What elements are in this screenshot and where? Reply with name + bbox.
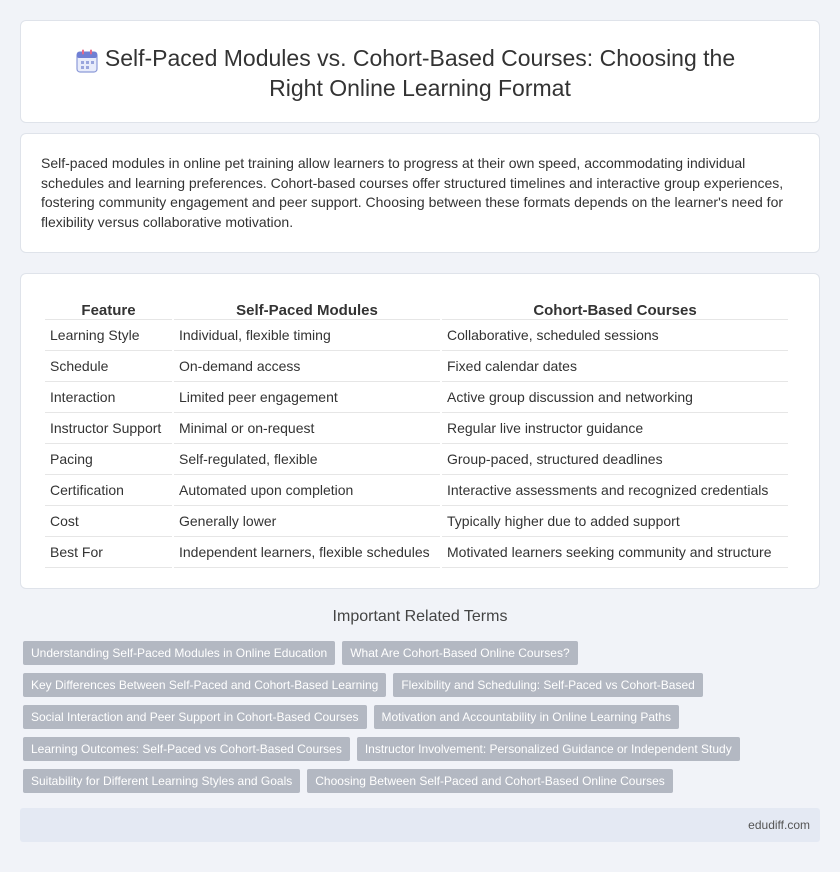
cell-cohort: Fixed calendar dates: [442, 351, 788, 382]
header-feature: Feature: [45, 296, 172, 320]
related-term-link[interactable]: Choosing Between Self-Paced and Cohort-Based Online Courses: [307, 769, 673, 793]
footer-site-link[interactable]: edudiff.com: [748, 818, 810, 832]
related-terms-title: Important Related Terms: [332, 608, 508, 625]
related-term-link[interactable]: What Are Cohort-Based Online Courses?: [342, 641, 577, 665]
table-row: [45, 413, 788, 444]
comparison-table: [43, 296, 790, 568]
cell-cohort: Collaborative, scheduled sessions: [442, 320, 788, 351]
table-row: [45, 444, 788, 475]
cell-feature: Learning Style: [45, 320, 172, 351]
related-term-link[interactable]: Key Differences Between Self-Paced and Cohort-Based Learning: [23, 673, 386, 697]
table-row: [45, 475, 788, 506]
cell-cohort: Motivated learners seeking community and structure: [442, 537, 788, 568]
table-row: [45, 382, 788, 413]
cell-feature: Pacing: [45, 444, 172, 475]
cell-self-paced: Minimal or on-request: [174, 413, 440, 444]
cell-feature: Interaction: [45, 382, 172, 413]
cell-self-paced: Individual, flexible timing: [174, 320, 440, 351]
related-term-link[interactable]: Flexibility and Scheduling: Self-Paced vs Cohort-Based: [393, 673, 702, 697]
cell-cohort: Interactive assessments and recognized credentials: [442, 475, 788, 506]
title-card: [20, 20, 820, 123]
tag-row: [23, 641, 823, 665]
footer: [20, 808, 820, 842]
cell-cohort: Group-paced, structured deadlines: [442, 444, 788, 475]
table-row: [45, 537, 788, 568]
tag-row: [23, 737, 823, 761]
table-row: [45, 320, 788, 351]
related-term-link[interactable]: Suitability for Different Learning Styles and Goals: [23, 769, 300, 793]
related-term-link[interactable]: Motivation and Accountability in Online Learning Paths: [374, 705, 680, 729]
cell-self-paced: Independent learners, flexible schedules: [174, 537, 440, 568]
cell-cohort: Active group discussion and networking: [442, 382, 788, 413]
intro-card: [20, 133, 820, 253]
cell-feature: Cost: [45, 506, 172, 537]
cell-self-paced: Limited peer engagement: [174, 382, 440, 413]
cell-self-paced: On-demand access: [174, 351, 440, 382]
comparison-table-card: [20, 273, 820, 589]
related-term-link[interactable]: Understanding Self-Paced Modules in Online Education: [23, 641, 335, 665]
header-self-paced: Self-Paced Modules: [174, 296, 440, 320]
table-row: [45, 506, 788, 537]
cell-feature: Best For: [45, 537, 172, 568]
header-cohort: Cohort-Based Courses: [442, 296, 788, 320]
related-term-link[interactable]: Learning Outcomes: Self-Paced vs Cohort-Based Courses: [23, 737, 350, 761]
cell-cohort: Typically higher due to added support: [442, 506, 788, 537]
related-term-link[interactable]: Social Interaction and Peer Support in Cohort-Based Courses: [23, 705, 367, 729]
tag-row: [23, 673, 823, 697]
tag-row: [23, 769, 823, 793]
cell-feature: Instructor Support: [45, 413, 172, 444]
intro-text: Self-paced modules in online pet training allow learners to progress at their own speed, accommodating individual schedules and learning preferences. Cohort-based courses offer structured timelines and interactive group experiences, fostering community engagement and peer support. Choosing between these formats depends on the learner's need for flexibility versus collaborative motivation.: [41, 155, 784, 230]
cell-self-paced: Generally lower: [174, 506, 440, 537]
table-row: [45, 351, 788, 382]
tag-row: [23, 705, 823, 729]
cell-cohort: Regular live instructor guidance: [442, 413, 788, 444]
cell-feature: Schedule: [45, 351, 172, 382]
related-terms-list: [23, 641, 823, 801]
table-header-row: [45, 296, 788, 320]
cell-feature: Certification: [45, 475, 172, 506]
cell-self-paced: Automated upon completion: [174, 475, 440, 506]
page-title: Self-Paced Modules vs. Cohort-Based Courses: Choosing the Right Online Learning Format: [104, 45, 736, 101]
cell-self-paced: Self-regulated, flexible: [174, 444, 440, 475]
related-term-link[interactable]: Instructor Involvement: Personalized Guidance or Independent Study: [357, 737, 740, 761]
